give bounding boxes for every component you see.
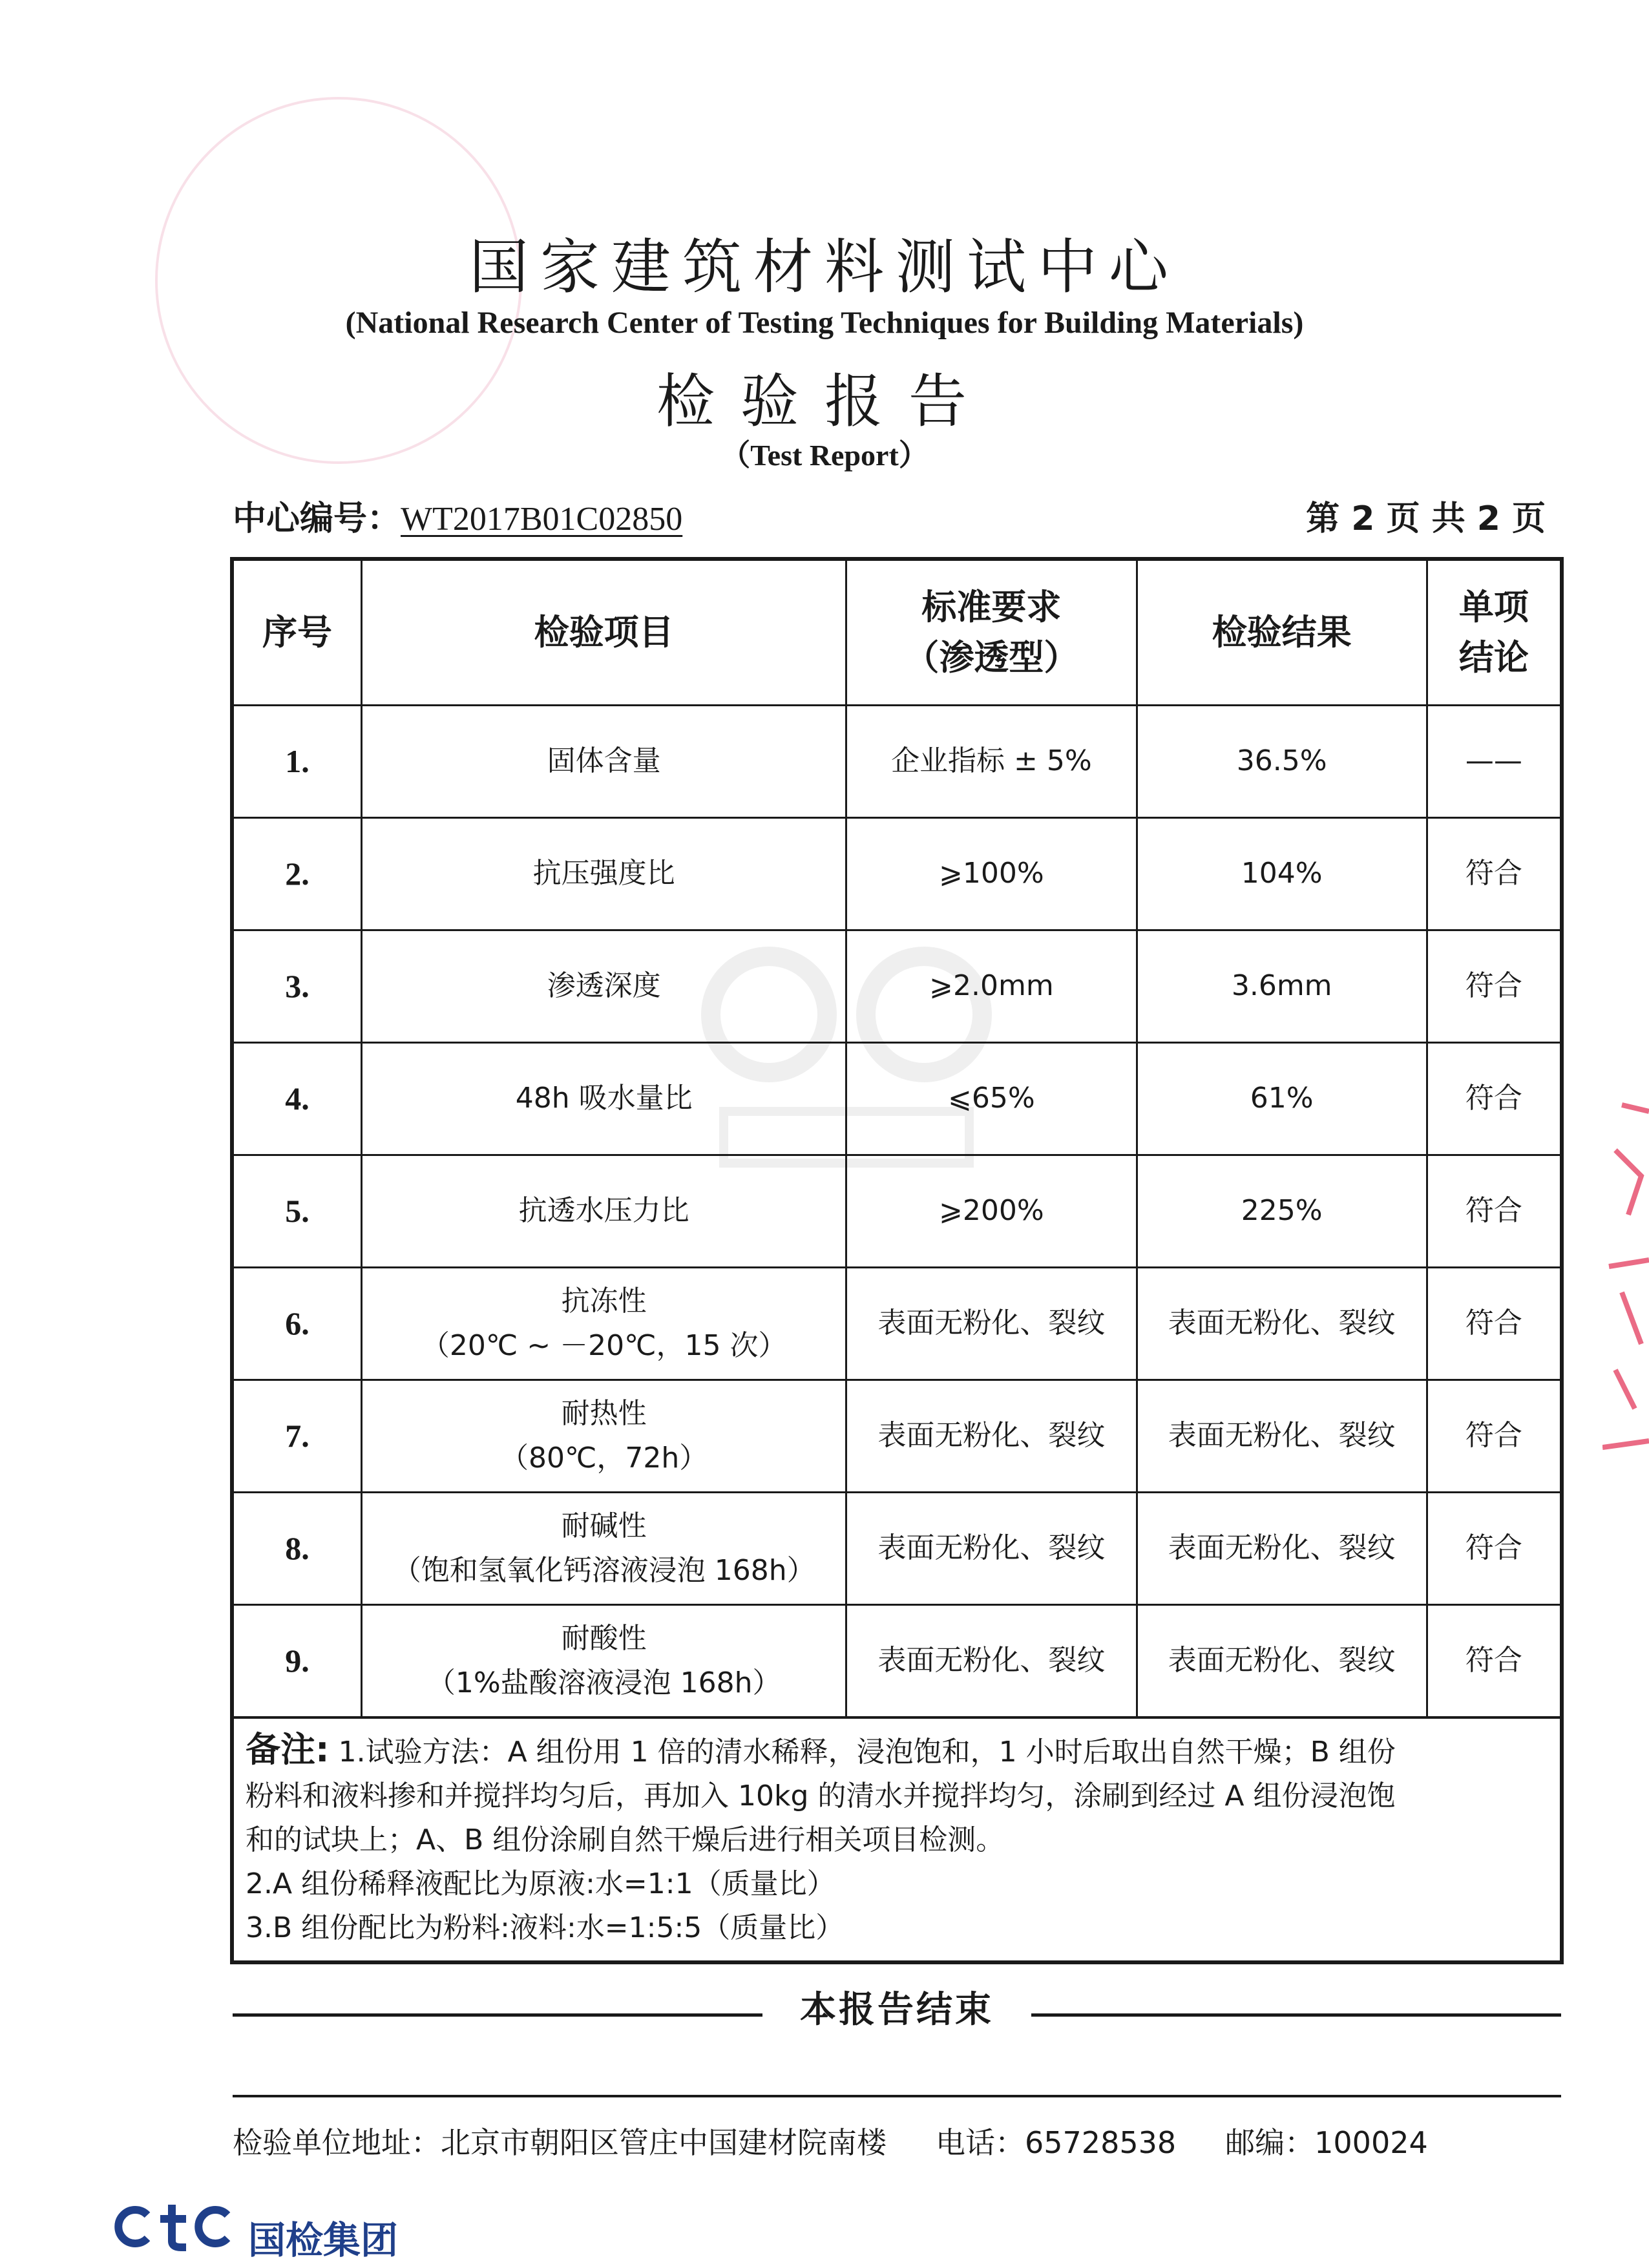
row-item: 耐碱性 （饱和氢氧化钙溶液浸泡 168h） [362, 1493, 846, 1605]
header-result: 检验结果 [1137, 559, 1427, 706]
row-result: 表面无粉化、裂纹 [1137, 1605, 1427, 1718]
row-conclusion: 符合 [1427, 1155, 1562, 1268]
table-row [232, 706, 1562, 818]
row-item: 抗透水压力比 [362, 1155, 846, 1268]
remarks-label: 备注: [246, 1729, 330, 1770]
row-result: 36.5% [1137, 706, 1427, 818]
header-serial: 序号 [232, 559, 362, 706]
table-row [232, 930, 1562, 1043]
row-conclusion: 符合 [1427, 930, 1562, 1043]
center-number-label: 中心编号： [233, 499, 401, 538]
row-result: 表面无粉化、裂纹 [1137, 1380, 1427, 1493]
row-result: 225% [1137, 1155, 1427, 1268]
row-serial: 8. [232, 1493, 362, 1605]
table-row [232, 1155, 1562, 1268]
header-test-item: 检验项目 [362, 559, 846, 706]
row-standard: 表面无粉化、裂纹 [846, 1605, 1137, 1718]
row-standard: 表面无粉化、裂纹 [846, 1493, 1137, 1605]
remarks-cell [232, 1717, 1562, 1962]
end-divider-left [233, 2013, 762, 2017]
row-conclusion: 符合 [1427, 1493, 1562, 1605]
row-serial: 9. [232, 1605, 362, 1718]
org-title-cn: 国家建筑材料测试中心 [468, 233, 1180, 302]
row-item: 固体含量 [362, 706, 846, 818]
report-title-en: （Test Report） [720, 439, 929, 472]
remarks-line-3: 和的试块上；A、B 组份涂刷自然干燥后进行相关项目检测。 [246, 1823, 1005, 1856]
red-seal-stamp-edge [1602, 1098, 1649, 1460]
table-header-row [232, 559, 1562, 706]
table-row [232, 1493, 1562, 1605]
row-conclusion: 符合 [1427, 1605, 1562, 1718]
row-standard: 表面无粉化、裂纹 [846, 1380, 1137, 1493]
row-result: 104% [1137, 818, 1427, 930]
page-info: 第 2 页 共 2 页 [1306, 499, 1546, 538]
row-conclusion: 符合 [1427, 1380, 1562, 1493]
row-serial: 5. [232, 1155, 362, 1268]
row-serial: 7. [232, 1380, 362, 1493]
row-serial: 6. [232, 1268, 362, 1380]
header-standard: 标准要求 （渗透型） [846, 559, 1137, 706]
row-standard: ⩾200% [846, 1155, 1137, 1268]
footer-contact [233, 2119, 1477, 2162]
table-row [232, 1380, 1562, 1493]
row-conclusion: —— [1427, 706, 1562, 818]
row-serial: 3. [232, 930, 362, 1043]
test-results-table [230, 557, 1564, 1964]
center-number [233, 491, 682, 540]
row-serial: 2. [232, 818, 362, 930]
row-standard: ⩽65% [846, 1043, 1137, 1155]
logo-name: 国检集团 [248, 2218, 399, 2262]
report-title-cn: 检验报告 [656, 368, 993, 436]
row-standard: ⩾2.0mm [846, 930, 1137, 1043]
remarks-line-1: 备注: 1.试验方法：A 组份用 1 倍的清水稀释，浸泡饱和，1 小时后取出自然干燥；B 组份 [246, 1729, 1396, 1770]
end-divider-right [1031, 2013, 1561, 2017]
remarks-row [232, 1717, 1562, 1962]
row-serial: 4. [232, 1043, 362, 1155]
row-result: 表面无粉化、裂纹 [1137, 1493, 1427, 1605]
org-title-en: (National Research Center of Testing Techniques for Building Materials) [345, 306, 1304, 340]
footer-postcode: 邮编：100024 [1225, 2125, 1428, 2160]
row-result: 61% [1137, 1043, 1427, 1155]
remarks-line-4: 2.A 组份稀释液配比为原液:水=1:1（质量比） [246, 1867, 835, 1900]
row-item: 抗冻性 （20℃ ~ －20℃，15 次） [362, 1268, 846, 1380]
row-item: 48h 吸水量比 [362, 1043, 846, 1155]
row-item: 抗压强度比 [362, 818, 846, 930]
center-number-value: WT2017B01C02850 [401, 501, 683, 538]
row-standard: 企业指标 ± 5% [846, 706, 1137, 818]
ctc-logo-icon [110, 2201, 239, 2252]
row-result: 表面无粉化、裂纹 [1137, 1268, 1427, 1380]
row-result: 3.6mm [1137, 930, 1427, 1043]
row-item: 耐热性 （80℃，72h） [362, 1380, 846, 1493]
row-serial: 1. [232, 706, 362, 818]
table-row [232, 1268, 1562, 1380]
row-conclusion: 符合 [1427, 818, 1562, 930]
table-row [232, 818, 1562, 930]
table-row [232, 1043, 1562, 1155]
row-standard: ⩾100% [846, 818, 1137, 930]
row-standard: 表面无粉化、裂纹 [846, 1268, 1137, 1380]
row-item: 渗透深度 [362, 930, 846, 1043]
footer-phone: 电话：65728538 [936, 2125, 1177, 2160]
header-conclusion: 单项 结论 [1427, 559, 1562, 706]
row-conclusion: 符合 [1427, 1268, 1562, 1380]
remarks-line-2: 粉料和液料掺和并搅拌均匀后，再加入 10kg 的清水并搅拌均匀，涂刷到经过 A 组份浸泡饱 [246, 1780, 1396, 1812]
table-row [232, 1605, 1562, 1718]
row-conclusion: 符合 [1427, 1043, 1562, 1155]
footer-divider [233, 2095, 1561, 2097]
remarks-line-5: 3.B 组份配比为粉料:液料:水=1:5:5（质量比） [246, 1911, 845, 1944]
row-item: 耐酸性 （1%盐酸溶液浸泡 168h） [362, 1605, 846, 1718]
report-end-text: 本报告结束 [800, 1989, 994, 2031]
footer-address: 检验单位地址：北京市朝阳区管庄中国建材院南楼 [233, 2125, 887, 2160]
